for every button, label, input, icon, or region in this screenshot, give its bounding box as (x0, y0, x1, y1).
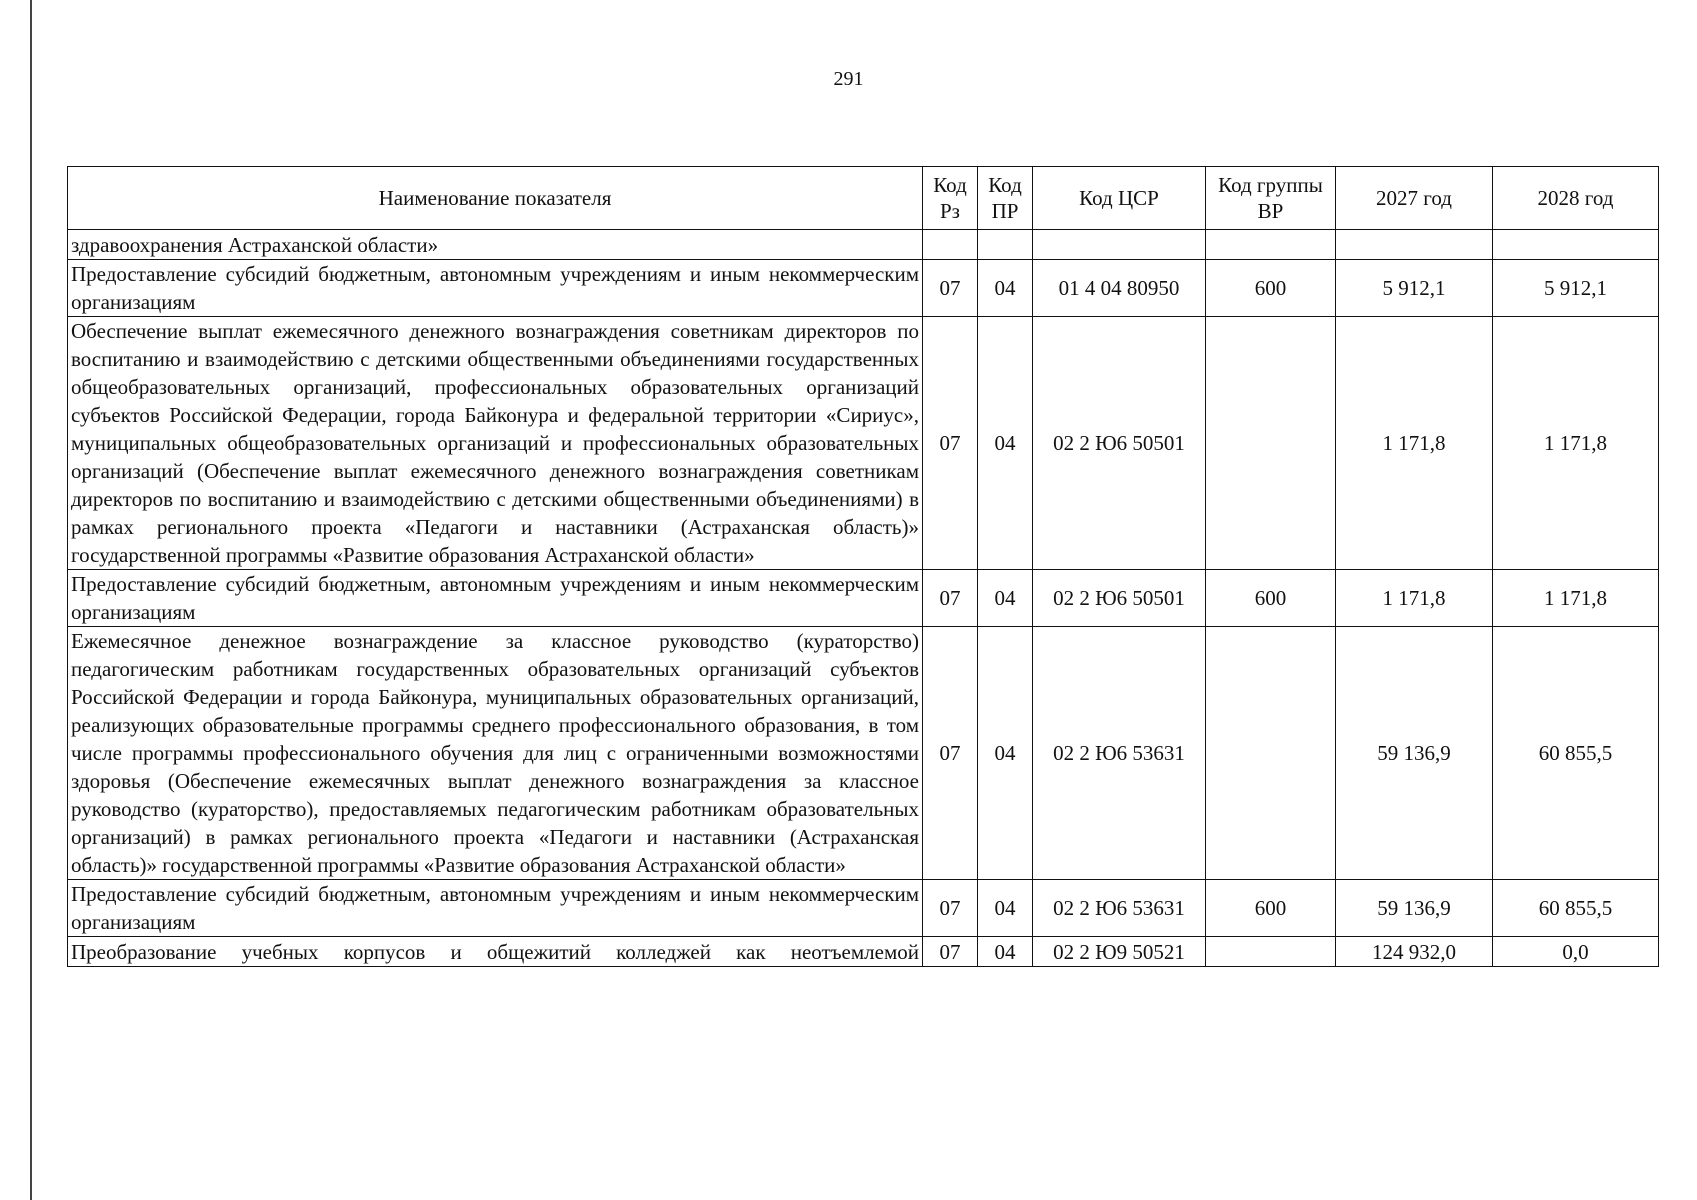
row-pr: 04 (978, 260, 1033, 317)
row-csr (1033, 230, 1206, 260)
header-2027: 2027 год (1336, 167, 1493, 230)
row-name: здравоохранения Астраханской области» (68, 230, 923, 260)
binding-line (30, 0, 32, 1200)
row-csr: 02 2 Ю9 50521 (1033, 937, 1206, 967)
row-2027: 124 932,0 (1336, 937, 1493, 967)
row-vr (1206, 317, 1336, 570)
table-row (68, 230, 1659, 260)
row-2027: 1 171,8 (1336, 317, 1493, 570)
row-2028: 1 171,8 (1493, 570, 1659, 627)
row-name: Предоставление субсидий бюджетным, автономным учреждениям и иным некоммерческим организациям (68, 570, 923, 627)
row-name: Обеспечение выплат ежемесячного денежного вознаграждения советникам директоров по воспитанию и взаимодействию с детскими общественными объединениями государственных общеобразовательных организаций, профессиональных образовательных организаций субъектов Российской Федерации, города Байконура и федеральной территории «Сириус», муниципальных общеобразовательных организаций и профессиональных образовательных организаций (Обеспечение выплат ежемесячного денежного вознаграждения советникам директоров по воспитанию и взаимодействию с детскими общественными объединениями) в рамках регионального проекта «Педагоги и наставники (Астраханская область)» государственной программы «Развитие образования Астраханской области» (68, 317, 923, 570)
row-vr: 600 (1206, 880, 1336, 937)
page-number: 291 (833, 68, 864, 90)
header-rz: Код Рз (923, 167, 978, 230)
row-2027: 59 136,9 (1336, 880, 1493, 937)
row-2027 (1336, 230, 1493, 260)
row-2028 (1493, 230, 1659, 260)
row-csr: 02 2 Ю6 50501 (1033, 570, 1206, 627)
row-pr: 04 (978, 627, 1033, 880)
row-2028: 5 912,1 (1493, 260, 1659, 317)
row-pr: 04 (978, 937, 1033, 967)
row-rz: 07 (923, 880, 978, 937)
row-vr: 600 (1206, 570, 1336, 627)
header-2028: 2028 год (1493, 167, 1659, 230)
row-rz (923, 230, 978, 260)
table-row (68, 880, 1659, 937)
header-vr: Код группы ВР (1206, 167, 1336, 230)
row-2027: 1 171,8 (1336, 570, 1493, 627)
row-pr: 04 (978, 570, 1033, 627)
row-vr (1206, 627, 1336, 880)
row-pr: 04 (978, 317, 1033, 570)
row-rz: 07 (923, 570, 978, 627)
row-2028: 1 171,8 (1493, 317, 1659, 570)
row-rz: 07 (923, 317, 978, 570)
row-rz: 07 (923, 260, 978, 317)
row-2027: 5 912,1 (1336, 260, 1493, 317)
budget-table (67, 166, 1659, 967)
row-name: Преобразование учебных корпусов и общежитий колледжей как неотъемлемой (68, 937, 923, 967)
table-row (68, 570, 1659, 627)
row-name: Предоставление субсидий бюджетным, автономным учреждениям и иным некоммерческим организациям (68, 260, 923, 317)
row-pr: 04 (978, 880, 1033, 937)
row-name: Ежемесячное денежное вознаграждение за классное руководство (кураторство) педагогическим работникам государственных образовательных организаций субъектов Российской Федерации и города Байконура, муниципальных образовательных организаций, реализующих образовательные программы среднего профессионального образования, в том числе программы профессионального обучения для лиц с ограниченными возможностями здоровья (Обеспечение ежемесячных выплат денежного вознаграждения за классное руководство (кураторство), предоставляемых педагогическим работникам образовательных организаций) в рамках регионального проекта «Педагоги и наставники (Астраханская область)» государственной программы «Развитие образования Астраханской области» (68, 627, 923, 880)
row-csr: 02 2 Ю6 50501 (1033, 317, 1206, 570)
header-name: Наименование показателя (68, 167, 923, 230)
header-pr: Код ПР (978, 167, 1033, 230)
table-row (68, 260, 1659, 317)
row-pr (978, 230, 1033, 260)
row-vr (1206, 230, 1336, 260)
row-csr: 01 4 04 80950 (1033, 260, 1206, 317)
header-row (68, 167, 1659, 230)
header-csr: Код ЦСР (1033, 167, 1206, 230)
row-csr: 02 2 Ю6 53631 (1033, 880, 1206, 937)
row-rz: 07 (923, 627, 978, 880)
row-2028: 60 855,5 (1493, 627, 1659, 880)
row-rz: 07 (923, 937, 978, 967)
row-csr: 02 2 Ю6 53631 (1033, 627, 1206, 880)
row-name: Предоставление субсидий бюджетным, автономным учреждениям и иным некоммерческим организациям (68, 880, 923, 937)
row-vr (1206, 937, 1336, 967)
row-vr: 600 (1206, 260, 1336, 317)
table-row (68, 937, 1659, 967)
table-row (68, 627, 1659, 880)
table-row (68, 317, 1659, 570)
row-2028: 0,0 (1493, 937, 1659, 967)
row-2028: 60 855,5 (1493, 880, 1659, 937)
row-2027: 59 136,9 (1336, 627, 1493, 880)
